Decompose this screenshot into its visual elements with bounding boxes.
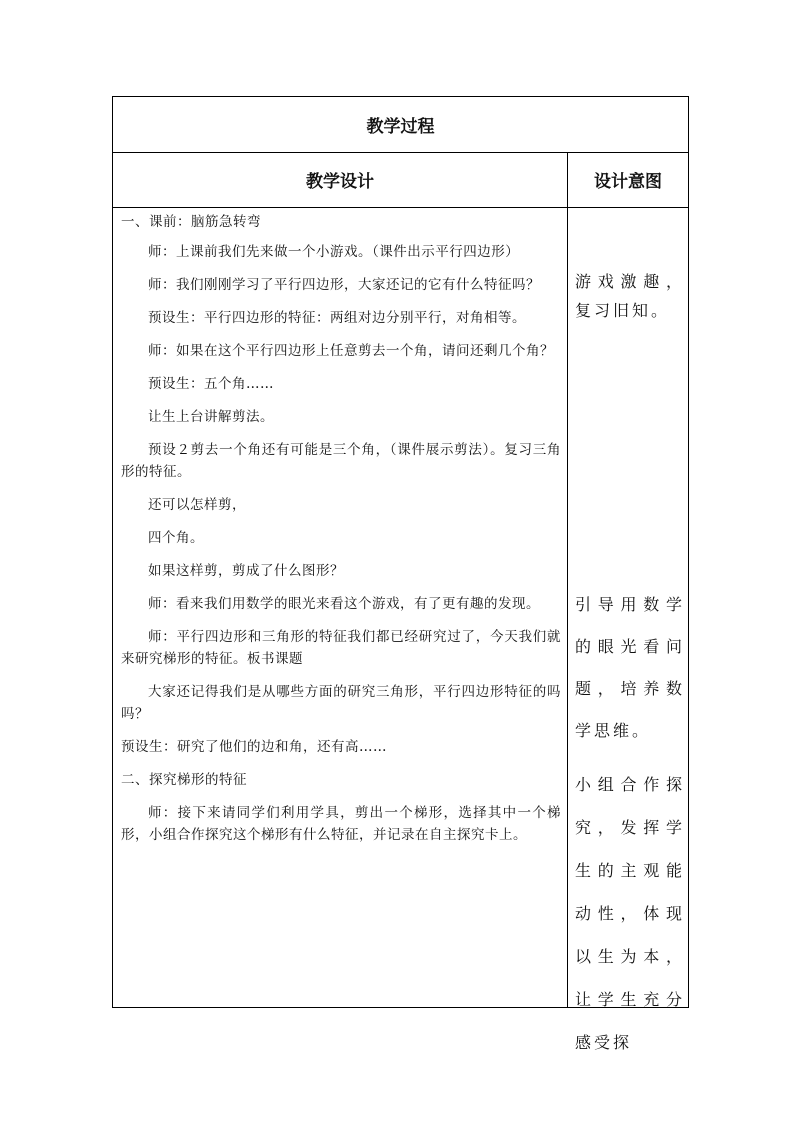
column-header-intent: 设计意图 [594,172,662,192]
design-paragraph: 大家还记得我们是从哪些方面的研究三角形，平行四边形特征的吗吗？ [121,684,561,722]
design-paragraph: 预设生：研究了他们的边和角，还有高…… [121,739,387,755]
design-paragraph: 二、探究梯形的特征 [121,772,247,788]
design-paragraph: 师：接下来请同学们利用学具，剪出一个梯形，选择其中一个梯形，小组合作探究这个梯形有什么特征，并记录在自主探究卡上。 [121,805,561,843]
table-header-row [113,152,688,208]
design-paragraph: 预设生：五个角…… [148,376,274,392]
design-paragraph: 让生上台讲解剪法。 [148,409,274,425]
intent-note-group-work: 小组合作探究，发挥学生的主观能动性，体现以生为本，让学生充分感受探 [575,775,685,1052]
column-header-design: 教学设计 [306,172,374,192]
design-paragraph: 师：如果在这个平行四边形上任意剪去一个角，请问还剩几个角？ [148,343,554,359]
design-paragraph: 一、课前：脑筋急转弯 [121,214,261,230]
intent-note-math-eye: 引导用数学的眼光看问题，培养数学思维。 [575,595,685,740]
intent-note-game: 游戏激趣，复习旧知。 [575,272,685,320]
lesson-table [112,96,689,1052]
design-paragraph: 还可以怎样剪， [148,497,246,513]
column-divider [567,152,568,1007]
design-paragraph: 师：上课前我们先来做一个小游戏。（课件出示平行四边形） [148,244,520,260]
design-column [121,211,561,857]
design-paragraph: 预设２剪去一个角还有可能是三个角，（课件展示剪法）。复习三角形的特征。 [121,442,561,480]
design-paragraph: 如果这样剪，剪成了什么图形？ [148,563,344,579]
design-paragraph: 四个角。 [148,530,204,546]
design-paragraph: 师：我们刚刚学习了平行四边形，大家还记的它有什么特征吗？ [148,277,540,293]
table-title: 教学过程 [113,97,688,153]
design-paragraph: 预设生：平行四边形的特征：两组对边分别平行，对角相等。 [148,310,526,326]
design-paragraph: 师：看来我们用数学的眼光来看这个游戏，有了更有趣的发现。 [148,596,540,612]
design-paragraph: 师：平行四边形和三角形的特征我们都已经研究过了，今天我们就来研究梯形的特征。板书课题 [121,629,561,667]
